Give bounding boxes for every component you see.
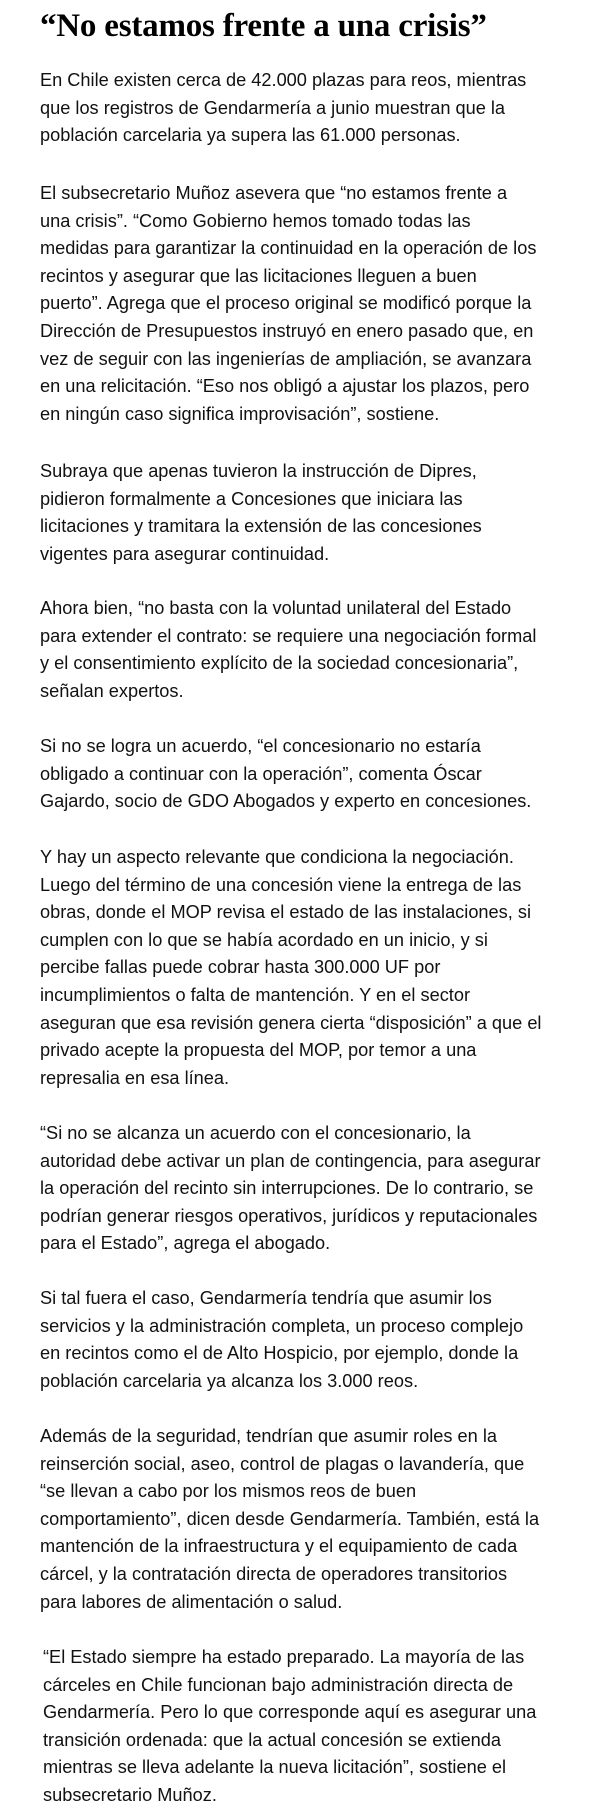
paragraph-line: vigentes para asegurar continuidad. bbox=[40, 543, 330, 564]
paragraph-line: en ningún caso significa improvisación”, sostiene. bbox=[40, 403, 440, 424]
article-paragraph bbox=[40, 1285, 523, 1395]
paragraph-line: en una relicitación. “Eso nos obligó a ajustar los plazos, pero bbox=[40, 376, 530, 397]
paragraph-line: obligado a continuar con la operación”, comenta Óscar bbox=[40, 763, 482, 784]
article-paragraph bbox=[43, 1644, 536, 1810]
paragraph-line: para extender el contrato: se requiere una negociación formal bbox=[40, 625, 537, 646]
paragraph-line: Si no se logra un acuerdo, “el concesionario no estaría bbox=[40, 736, 481, 756]
paragraph-line: comportamiento”, dicen desde Gendarmería. También, está la bbox=[40, 1508, 540, 1529]
paragraph-line: En Chile existen cerca de 42.000 plazas para reos, mientras bbox=[40, 70, 527, 90]
paragraph-line: mantención de la infraestructura y el equipamiento de cada bbox=[40, 1536, 518, 1557]
paragraph-line: Además de la seguridad, tendrían que asumir roles en la bbox=[40, 1426, 497, 1446]
paragraph-line: población carcelaria ya alcanza los 3.000 reos. bbox=[40, 1370, 419, 1391]
paragraph-line: Luego del término de una concesión viene la entrega de las bbox=[40, 874, 522, 895]
paragraph-line: Gajardo, socio de GDO Abogados y experto en concesiones. bbox=[40, 791, 532, 812]
paragraph-line: Gendarmería. Pero lo que corresponde aquí es asegurar una bbox=[43, 1702, 537, 1723]
paragraph-line: una crisis”. “Como Gobierno hemos tomado todas las bbox=[40, 210, 471, 231]
paragraph-line: subsecretario Muñoz. bbox=[43, 1784, 217, 1805]
paragraph-line: transición ordenada: que la actual concesión se extienda bbox=[43, 1729, 502, 1750]
paragraph-line: El subsecretario Muñoz asevera que “no estamos frente a bbox=[40, 183, 508, 203]
paragraph-line: servicios y la administración completa, un proceso complejo bbox=[40, 1315, 524, 1336]
paragraph-line: Dirección de Presupuestos instruyó en enero pasado que, en bbox=[40, 320, 534, 341]
paragraph-line: Si tal fuera el caso, Gendarmería tendría que asumir los bbox=[40, 1288, 492, 1308]
article-paragraph bbox=[40, 67, 526, 150]
paragraph-line: privado acepte la propuesta del MOP, por temor a una bbox=[40, 1040, 477, 1061]
article-paragraph bbox=[40, 844, 541, 1092]
paragraph-line: mientras se lleva adelante la nueva licitación”, sostiene el bbox=[43, 1757, 507, 1778]
paragraph-line: “El Estado siempre ha estado preparado. La mayoría de las bbox=[43, 1647, 525, 1667]
paragraph-line: puerto”. Agrega que el proceso original se modificó porque la bbox=[40, 293, 532, 314]
paragraph-line: “se llevan a cabo por los mismos reos de buen bbox=[40, 1481, 417, 1502]
article-paragraph bbox=[40, 1423, 539, 1616]
paragraph-line: reinserción social, aseo, control de plagas o lavandería, que bbox=[40, 1453, 525, 1474]
paragraph-line: y el consentimiento explícito de la sociedad concesionaria”, bbox=[40, 653, 519, 674]
article-paragraph bbox=[40, 595, 536, 705]
paragraph-line: “Si no se alcanza un acuerdo con el concesionario, la bbox=[40, 1123, 471, 1143]
paragraph-line: la operación del recinto sin interrupciones. De lo contrario, se bbox=[40, 1178, 534, 1199]
paragraph-line: recintos y asegurar que las licitaciones lleguen a buen bbox=[40, 265, 477, 286]
paragraph-line: Subraya que apenas tuvieron la instrucción de Dipres, bbox=[40, 461, 477, 481]
article-headline: “No estamos frente a una crisis” bbox=[40, 8, 487, 44]
paragraph-line: cumplen con lo que se había acordado en un inicio, y si bbox=[40, 929, 488, 950]
paragraph-line: en recintos como el de Alto Hospicio, por ejemplo, donde la bbox=[40, 1343, 519, 1364]
paragraph-line: pidieron formalmente a Concesiones que iniciara las bbox=[40, 488, 463, 509]
paragraph-line: licitaciones y tramitara la extensión de las concesiones bbox=[40, 516, 482, 537]
paragraph-line: para el Estado”, agrega el abogado. bbox=[40, 1233, 331, 1254]
paragraph-line: represalia en esa línea. bbox=[40, 1067, 230, 1088]
paragraph-line: aseguran que esa revisión genera cierta “disposición” a que el bbox=[40, 1012, 542, 1033]
paragraph-line: señalan expertos. bbox=[40, 680, 184, 701]
article-paragraph bbox=[40, 1120, 541, 1258]
article-paragraph bbox=[40, 733, 531, 816]
paragraph-line: incumplimientos o falta de mantención. Y en el sector bbox=[40, 984, 471, 1005]
paragraph-line: percibe fallas puede cobrar hasta 300.000 UF por bbox=[40, 957, 441, 978]
article bbox=[40, 0, 600, 1805]
paragraph-line: autoridad debe activar un plan de contingencia, para asegurar bbox=[40, 1150, 541, 1171]
paragraph-line: población carcelaria ya supera las 61.000 personas. bbox=[40, 125, 461, 146]
paragraph-line: que los registros de Gendarmería a junio muestran que la bbox=[40, 97, 506, 118]
paragraph-line: Y hay un aspecto relevante que condiciona la negociación. bbox=[40, 847, 514, 867]
paragraph-line: Ahora bien, “no basta con la voluntad unilateral del Estado bbox=[40, 598, 512, 618]
paragraph-line: obras, donde el MOP revisa el estado de las instalaciones, si bbox=[40, 902, 532, 923]
paragraph-line: cárceles en Chile funcionan bajo administración directa de bbox=[43, 1674, 514, 1695]
article-paragraph bbox=[40, 180, 536, 428]
paragraph-line: medidas para garantizar la continuidad en la operación de los bbox=[40, 238, 537, 259]
paragraph-line: para labores de alimentación o salud. bbox=[40, 1591, 343, 1612]
paragraph-line: vez de seguir con las ingenierías de ampliación, se avanzara bbox=[40, 348, 532, 369]
paragraph-line: cárcel, y la contratación directa de operadores transitorios bbox=[40, 1563, 508, 1584]
paragraph-line: podrían generar riesgos operativos, jurídicos y reputacionales bbox=[40, 1205, 538, 1226]
article-paragraph bbox=[40, 458, 482, 568]
